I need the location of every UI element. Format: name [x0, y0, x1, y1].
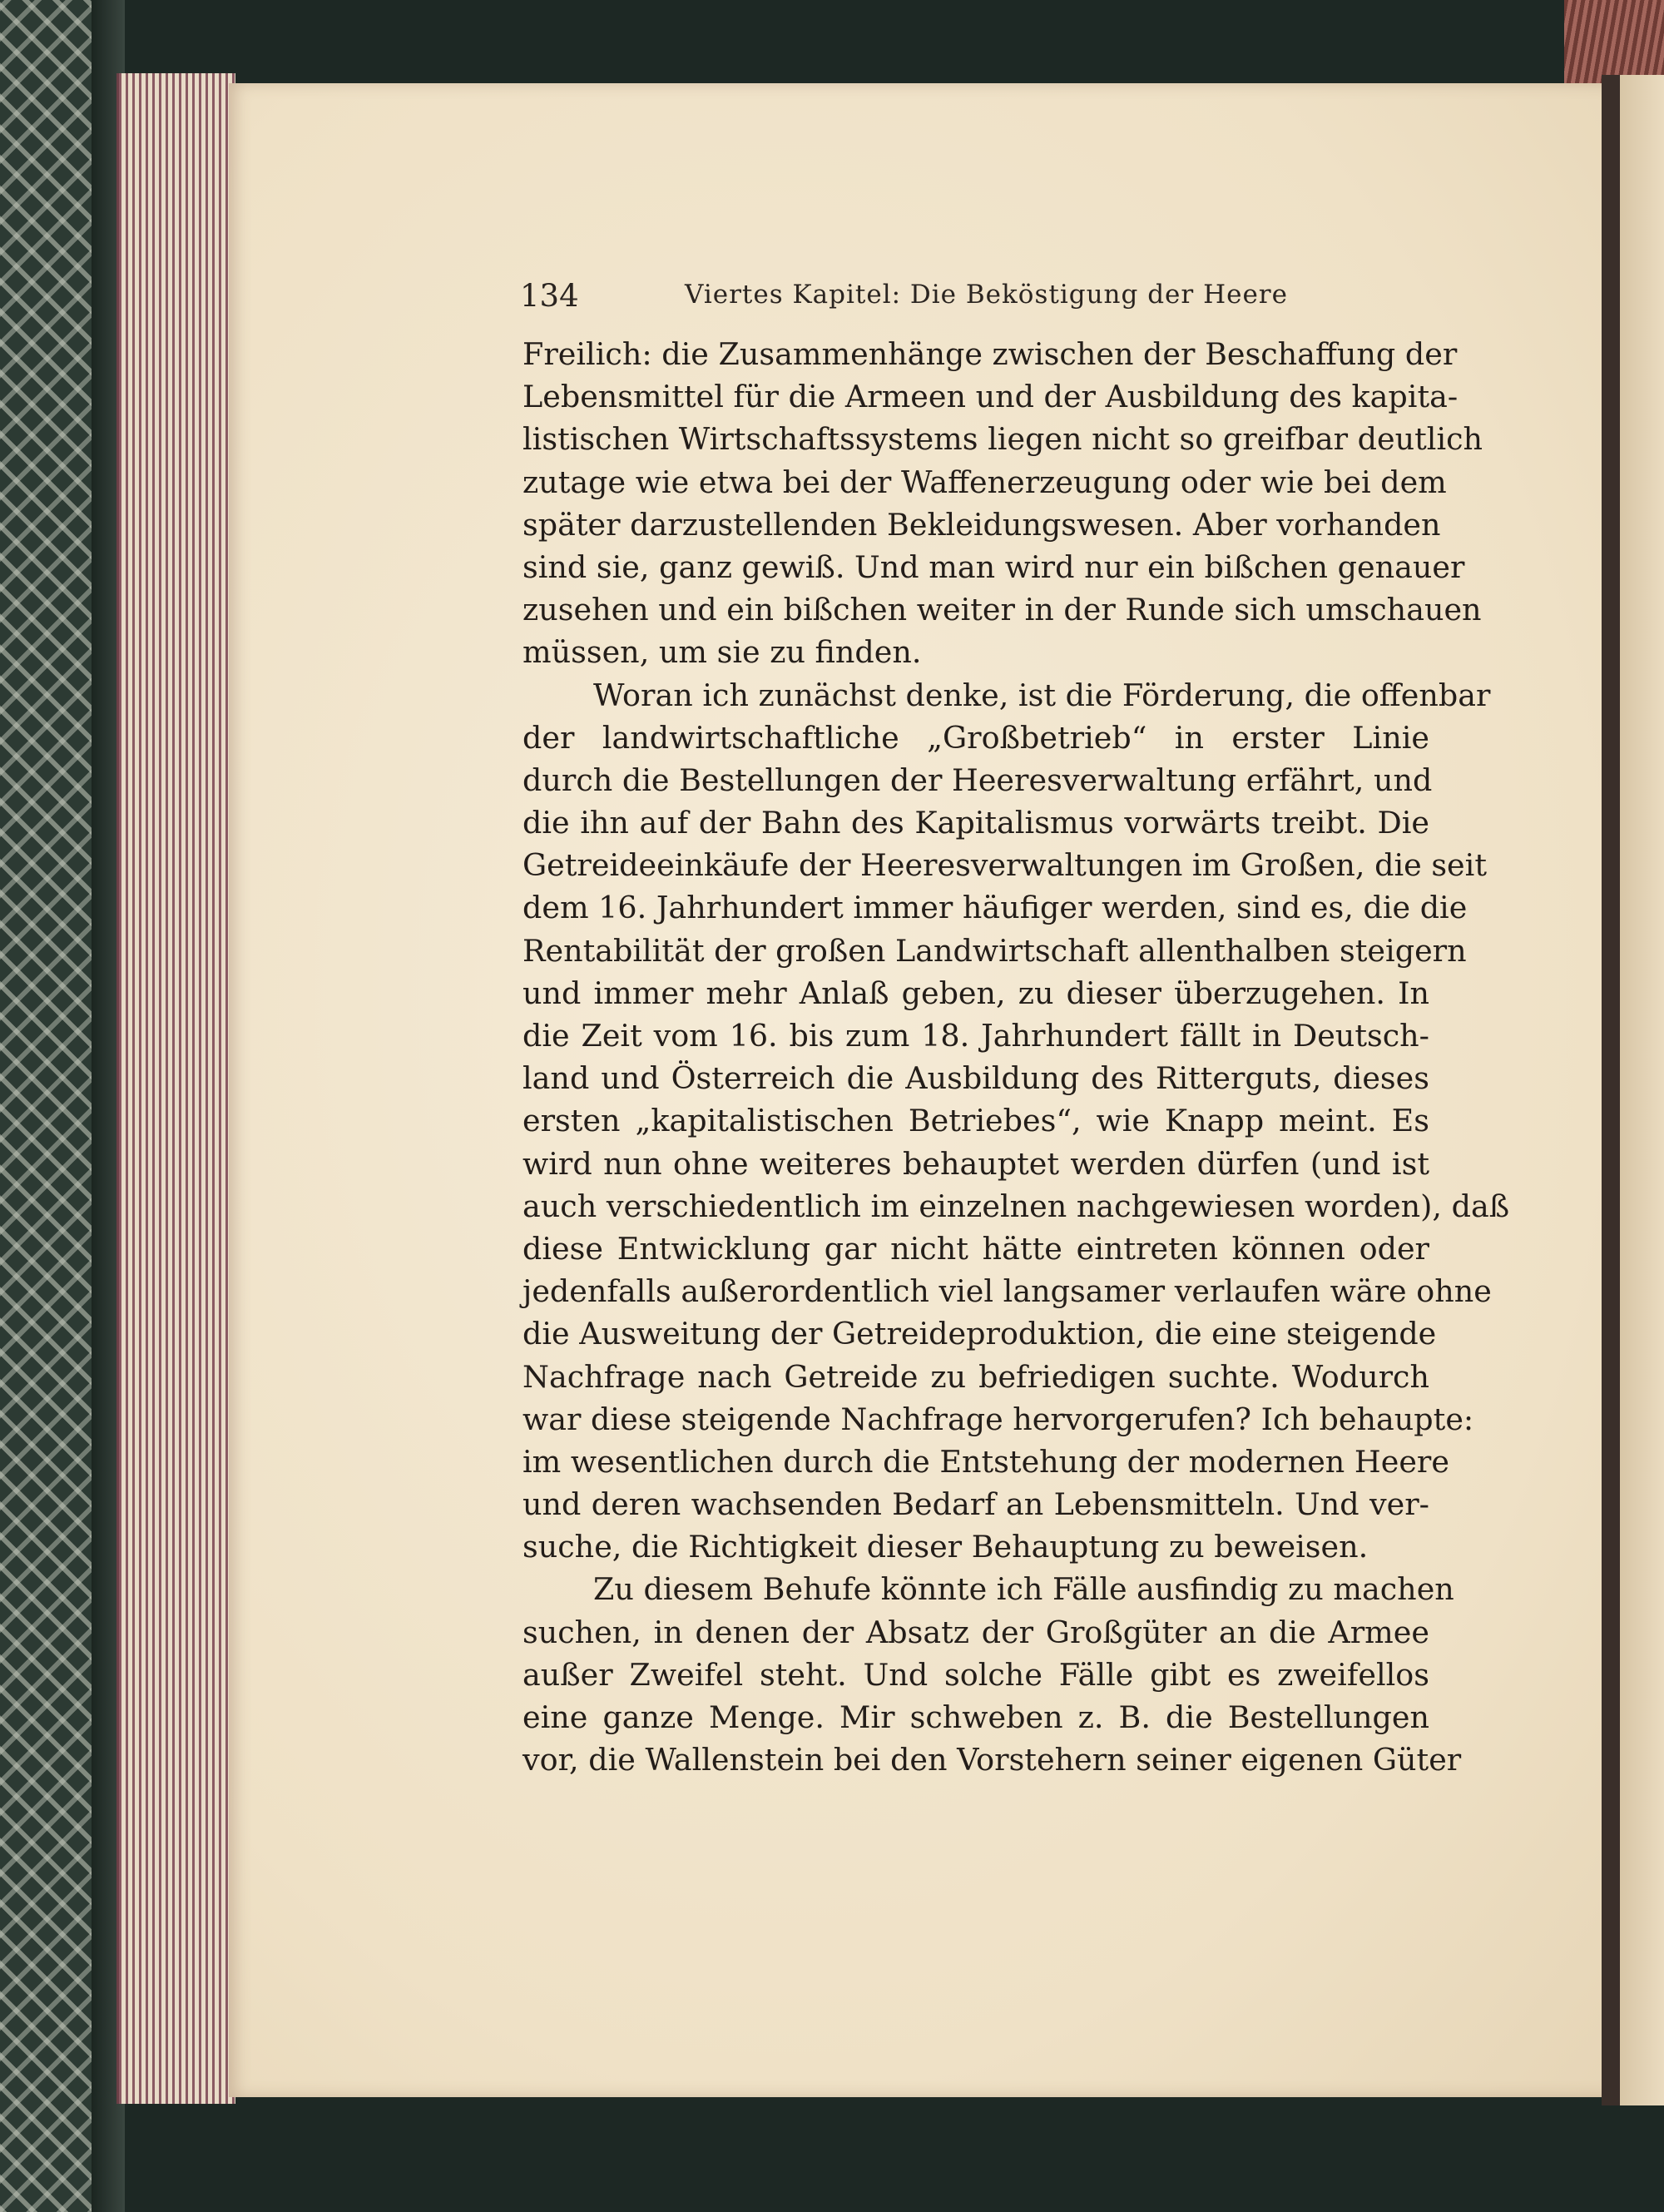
text-line: diese Entwicklung gar nicht hätte eintreten können oder — [522, 1230, 1429, 1267]
text-line: und deren wachsenden Bedarf an Lebensmitteln. Und ver- — [522, 1486, 1429, 1523]
text-line: jedenfalls außerordentlich viel langsamer verlaufen wäre ohne — [522, 1273, 1492, 1310]
text-line: land und Österreich die Ausbildung des Ritterguts, dieses — [522, 1060, 1429, 1097]
text-line: später darzustellenden Bekleidungswesen. Aber vorhanden — [522, 506, 1441, 543]
text-line: die Zeit vom 16. bis zum 18. Jahrhundert fällt in Deutsch- — [522, 1018, 1429, 1054]
text-line: zusehen und ein bißchen weiter in der Runde sich umschauen — [522, 592, 1482, 628]
paragraph — [522, 674, 1510, 1569]
text-line: zutage wie etwa bei der Waffenerzeugung oder wie bei dem — [522, 464, 1447, 500]
text-line: der landwirtschaftliche „Großbetrieb“ in erster Linie — [522, 719, 1429, 756]
text-line: suchen, in denen der Absatz der Großgüter an die Armee — [522, 1614, 1429, 1650]
text-line: die Ausweitung der Getreideproduktion, die eine steigende — [522, 1316, 1437, 1352]
text-line: Getreideeinkäufe der Heeresverwaltungen im Großen, die seit — [522, 847, 1487, 884]
text-line: Zu diesem Behufe könnte ich Fälle ausfindig zu machen — [593, 1571, 1454, 1608]
text-line: müssen, um sie zu finden. — [522, 634, 922, 671]
text-line: und immer mehr Anlaß geben, zu dieser überzugehen. In — [522, 975, 1429, 1011]
text-line: suche, die Richtigkeit dieser Behauptung zu beweisen. — [522, 1529, 1369, 1565]
text-line: eine ganze Menge. Mir schweben z. B. die Bestellungen — [522, 1699, 1429, 1735]
text-line: Rentabilität der großen Landwirtschaft allenthalben steigern — [522, 932, 1467, 969]
text-line: die ihn auf der Bahn des Kapitalismus vorwärts treibt. Die — [522, 805, 1429, 841]
bookmark-ribbon — [1564, 0, 1664, 83]
text-line: Nachfrage nach Getreide zu befriedigen suchte. Wodurch — [522, 1358, 1429, 1395]
paragraph — [522, 333, 1483, 674]
page-header — [520, 278, 1435, 320]
text-line: sind sie, ganz gewiß. Und man wird nur ein bißchen genauer — [522, 548, 1465, 585]
paragraph — [522, 1568, 1462, 1781]
page-edges — [116, 73, 235, 2104]
text-line: wird nun ohne weiteres behauptet werden dürfen (und ist — [522, 1145, 1429, 1182]
text-line: war diese steigende Nachfrage hervorgerufen? Ich behaupte: — [522, 1401, 1474, 1437]
body-text — [522, 333, 1510, 1781]
book-gutter — [1602, 75, 1620, 2105]
text-line: Woran ich zunächst denke, ist die Förderung, die offenbar — [593, 677, 1491, 713]
facing-page-edge — [1620, 75, 1664, 2105]
text-line: listischen Wirtschaftssystems liegen nicht so greifbar deutlich — [522, 421, 1483, 458]
text-line: vor, die Wallenstein bei den Vorstehern seiner eigenen Güter — [522, 1742, 1462, 1778]
text-line: im wesentlichen durch die Entstehung der modernen Heere — [522, 1443, 1449, 1480]
running-head: Viertes Kapitel: Die Beköstigung der Heere — [685, 280, 1288, 310]
text-line: Freilich: die Zusammenhänge zwischen der Beschaffung der — [522, 336, 1458, 372]
text-line: durch die Bestellungen der Heeresverwaltung erfährt, und — [522, 761, 1433, 798]
text-line: dem 16. Jahrhundert immer häufiger werden, sind es, die die — [522, 890, 1468, 926]
page-number: 134 — [520, 278, 579, 314]
text-line: Lebensmittel für die Armeen und der Ausbildung des kapita- — [522, 379, 1458, 415]
text-line: ersten „kapitalistischen Betriebes“, wie Knapp meint. Es — [522, 1103, 1429, 1139]
text-line: außer Zweifel steht. Und solche Fälle gibt es zweifellos — [522, 1656, 1429, 1693]
text-line: auch verschiedentlich im einzelnen nachgewiesen worden), daß — [522, 1188, 1510, 1224]
